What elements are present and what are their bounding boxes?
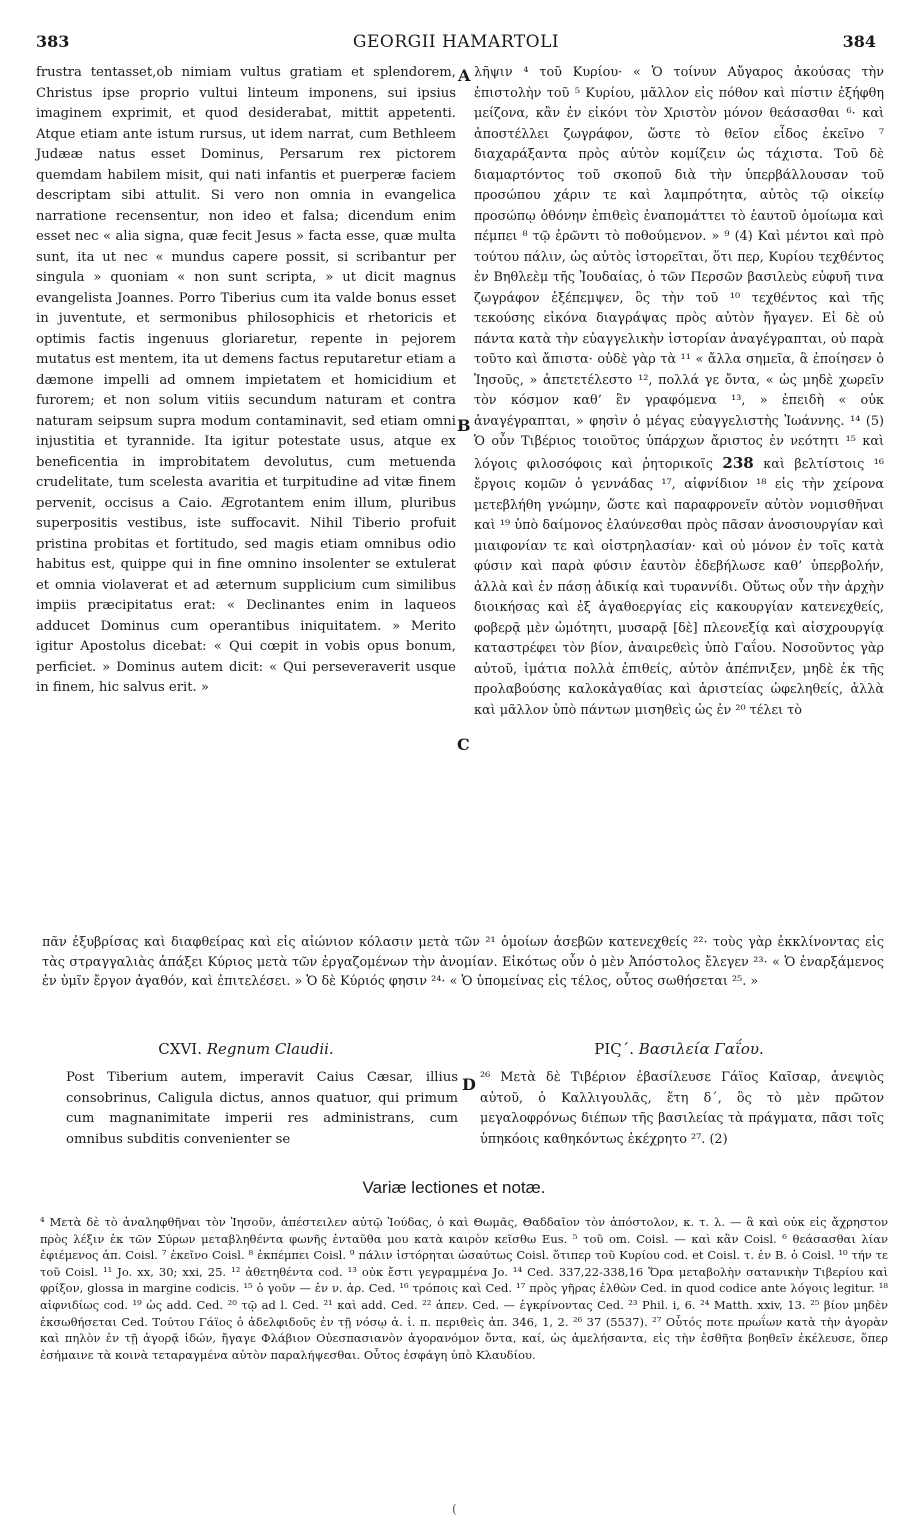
margin-letter-b: B [457,416,471,435]
greek-reference-number: 238 [722,453,754,472]
section-title-latin: Regnum Claudii. [206,1040,334,1058]
section-heading-latin [36,1040,456,1058]
section-number-latin: CXVI. [158,1040,202,1058]
margin-letter-d: D [462,1075,476,1094]
notes-text: ⁴ Μετὰ δὲ τὸ ἀναληφθῆναι τὸν Ἰησοῦν, ἀπέστειλεν αὐτῷ Ἰούδας, ὁ καὶ Θωμᾶς, Θαδδαῖον τὸν ἀπόστολον, κ. τ. λ. — ἃ καὶ οὐκ εἰς ἄχρηστον πρὸς λέξιν ἐκ τῶν Σύρων μεταβληθέντα φωνῆς ἐνταῦθα μου κατὰ καιρὸν κεῖσθω Eus. ⁵ τοῦ om. Coisl. — καὶ κἂν Coisl. ⁶ θεάσασθαι λίαν ἐφιέμενος ἀπ. Coisl. ⁷ ἐκεῖνο Coisl. ⁸ ἐκπέμπει Coisl. ⁹ πάλιν ἱστόρηται ὡσαύτως Coisl. ὅτιπερ τοῦ Κυρίου cod. et Coisl. τ. ἐν Β. ὁ Coisl. ¹⁰ τήν τε τοῦ Coisl. ¹¹ Jo. xx, 30; xxi, 25. ¹² ἀθετηθέντα cod. ¹³ οὐκ ἔστι γεγραμμένα Jo. ¹⁴ Ced. 337,22-338,16 Ὅρα μεταβολὴν σατανικὴν Τιβερίου καὶ φρίξον, glossa in margine codicis. ¹⁵ ὁ γοῦν — ἐν ν. ἀρ. Ced. ¹⁶ τρόποις καὶ Ced. ¹⁷ πρὸς γῆρας ἐλθὼν Ced. in quod codice ante λόγοις legitur. ¹⁸ αἰφνιδίως cod. ¹⁹ ὡς add. Ced. ²⁰ τῷ ad l. Ced. ²¹ καὶ add. Ced. ²² ἀπεν. Ced. — ἐγκρίνοντας Ced. ²³ Phil. i, 6. ²⁴ Matth. xxiv, 13. ²⁵ βίον μηδὲν ἐκσωθήσεται Ced. Τούτου Γάϊος ὁ ἀδελφιδοῦς ἐν τῇ νόσῳ ἀ. ἰ. π. περιθεὶς ἀπ. 346, 1, 2. ²⁶ 37 (5537). ²⁷ Οὗτός ποτε πρωΐων κατὰ τὴν ἀγορὰν καὶ πηλὸν ἐν τῇ ἀγορᾷ ἰδών, ἤγαγε Φλάβιον Οὐεσπασιανὸν ἀγορανόμον ὄντα, καί, ὡς ἀμελήσαντα, εἰς τὴν ἐσθῆτα βοηθεῖν ἐκέλευσε, ὅπερ ἐσήμαινε τὰ κοινὰ τεταραγμένα αὐτὸν παραλήψεσθαι. Οὗτος ἐσφάγη ὑπὸ Κλαυδίου. [40,1215,888,1362]
page-header [36,32,876,56]
page-number-right: 384 [842,32,876,51]
latin-paragraph: frustra tentasset,ob nimiam vultus gratiam et splendorem, Christus ipse proprio vultui linteum imponens, sui ipsius imaginem exprimit, et quod desiderabat, mittit appetenti. Atque etiam ante istum rursus, ut idem narrat, cum Bethleem Judææ natus esset Dominus, Persarum rex pictorem quemdam habilem misit, qui nati infantis et puerperæ faciem descriptam sibi attulit. Si vero non omnia in evangelica narratione recensentur, non ideo et falsa; dicendum enim esset nec « alia signa, quæ fecit Jesus » facta esse, quæ multa sunt, ita ut nec « mundus capere possit, si scribantur per singula » quoniam « non sunt scripta, » ut dicit magnus evangelista Joannes. Porro Tiberius cum ita valde bonus esset in juventute, et sermonibus philosophicis et rhetoricis et optimis factis ingenuus gloriaretur, repente in pejorem mutatus est mentem, ita ut demens factus reputaretur etiam a dæmone impelli ad omnem impietatem et homicidium et furorem; et non solum vitiis secundum naturam et contra naturam seipsum supra modum contaminavit, sed etiam omni injustitia et tyrannide. Ita igitur potestate usus, atque ex beneficentia in improbitatem devolutus, cum metuenda crudelitate, tum scelesta avaritia et turpitudine ad vitæ finem pervenit, occisus a Caio. Ægrotantem enim illum, pluribus superpositis vestibus, iste suffocavit. Nihil Tiberio profuit pristina probitas et fortitudo, sed magis etiam omnibus odio habitus est, quippe qui in fine omnino insolenter se extulerat et omnia violaverat et ad æternum supplicium cum similibus impiis præcipitatus erat: « Declinantes enim in laqueos adducet Dominus cum operantibus iniquitatem. » Merito igitur Apostolus dicebat: « Qui cœpit in vobis opus bonum, perficiet. » Dominus autem dicit: « Qui perseveraverit usque in finem, hic salvus erit. » [36,65,456,695]
greek-text-part-1: λῆψιν ⁴ τοῦ Κυρίου· « Ὁ τοίνυν Αὔγαρος ἀκούσας τὴν ἐπιστολὴν τοῦ ⁵ Κυρίου, μᾶλλον εἰς πόθον καὶ πίστιν ἐξήφθη μείζονα, κἂν ἐν εἰκόνι τὸν Χριστὸν μόνον θεάσασθαι ⁶· καὶ ἀποστέλλει ζωγράφον, ὥστε τὸ θεῖον εἶδος ἐκεῖνο ⁷ διαχαράξαντα πρὸς αὐτὸν κομίζειν ὡς τάχιστα. Τοῦ δὲ διαμαρτόντος τοῦ σκοποῦ διὰ τὴν ὑπερβάλλουσαν τοῦ προσώπου χάριν τε καὶ λαμπρότητα, αὐτὸς τῷ οἰκείῳ προσώπῳ ὀθόνην ἐπιθεὶς ἐναπομάττει τὸ ἑαυτοῦ ὁμοίωμα καὶ πέμπει ⁸ τῷ ἐρῶντι τὸ ποθούμενον. » ⁹ (4) Καὶ μέντοι καὶ πρὸ τούτου πάλιν, ὡς αὐτὸς ἱστορεῖται, ὅτι περ, Κυρίου τεχθέντος ἐν Βηθλεὲμ τῆς Ἰουδαίας, ὁ τῶν Περσῶν βασιλεὺς εὐφυῆ τινα ζωγράφον ἐξέπεμψεν, ὃς τὴν τοῦ ¹⁰ τεχθέντος καὶ τῆς τεκούσης εἰκόνα διαγράψας πρὸς αὐτὸν ἤγαγεν. Εἰ δὲ οὐ πάντα κατὰ [474,65,884,347]
section-heading-greek [474,1040,884,1058]
running-title: GEORGII HAMARTOLI [352,32,560,52]
greek-text-part-3: καὶ βελτίστοις ¹⁶ ἔργοις κομῶν ὁ γεννάδας ¹⁷, αἰφνίδιον ¹⁸ εἰς τὴν χείρονα μετεβλήθη γνώμην, ὥστε καὶ παραφρονεῖν αὐτὸν νομισθῆναι καὶ ¹⁹ ὑπὸ δαίμονος ἐλαύνεσθαι πρὸς πᾶσαν ἀνοσιουργίαν καὶ μιαιφονίαν τε καὶ οἰστρηλασίαν· καὶ οὐ μόνον ἐν τοῖς κατὰ φύσιν καὶ παρὰ φύσιν ἑαυτὸν ἐδεβήλωσε καθ’ ὑπερβολήν, ἀλλὰ καὶ ἐν πάσῃ ἀδικίᾳ καὶ τυραννίδι. Οὕτως οὖν τὴν ἀρχὴν διοικήσας καὶ ἐξ ἀγαθοεργίας εἰς κακουργίαν κατενεχθείς, φοβερᾷ μὲν ὠμότητι, μυσαρᾷ [δὲ] πλεονεξίᾳ καὶ αἰσχρουργίᾳ καταστρέφει τὸν βίον, ἀναιρεθεὶς ὑπὸ Γαΐου. Νοσοῦντος γὰρ αὐτοῦ, ἱμάτια πολλὰ ἐπιθείς, αὐτὸν ἀπέπνιξεν, μηδὲ ἐκ τῆς προλαβούσης καλοκἀγαθίας καὶ ἀριστείας ὠφεληθείς, ἀλλὰ καὶ μᾶλλον ὑπὸ πάντων μισηθεὶς ὡς ἐν ²⁰ τέλει τὸ [474,456,885,718]
greek-text-part-2: τὴν εὐαγγελικὴν ἱστορίαν ἀναγέγραπται, οὐ παρὰ τοῦτο καὶ ἄπιστα· οὐδὲ γὰρ τὰ ¹¹ « ἄλλα σημεῖα, ἃ ἐποίησεν ὁ Ἰησοῦς, » ἀπετετέλεστο ¹², πολλά γε ὄντα, « ὡς μηδὲ χωρεῖν τὸν κόσμον καθ’ ἓν γραφόμενα ¹³, » ἐπειδὴ « οὐκ ἀναγέγραπται, » φησὶν ὁ μέγας εὐαγγελιστὴς Ἰωάννης. ¹⁴ (5) Ὁ οὖν Τιβέριος τοιοῦτος ὑπάρχων ἄριστος ἐν νεότητι ¹⁵ καὶ λόγοις φιλοσόφοις καὶ ῥητορικοῖς [474,331,885,472]
page-number-left: 383 [36,32,70,51]
latin-column [36,63,456,699]
notes-block [40,1214,888,1363]
greek-section-text: ²⁶ Μετὰ δὲ Τιβέριον ἐβασίλευσε Γάϊος Καῖσαρ, ἀνεψιὸς αὐτοῦ, ὁ Καλλιγουλᾶς, ἔτη δ΄, ὃς τὸ μὲν πρῶτον μεγαλοφρόνως διέπων τῆς βασιλείας τὰ πράγματα, πᾶσι τοῖς ὑπηκόοις καθηκόντως ἐκέχρητο ²⁷. (2) [480,1070,884,1147]
section-title-greek: Βασιλεία Γαΐου. [638,1040,764,1058]
margin-letter-a: A [458,66,471,85]
latin-section-text: Post Tiberium autem, imperavit Caius Cæsar, illius consobrinus, Caligula dictus, annos quatuor, qui primum cum magnanimitate imperii res administrans, cum omnibus subditis convenienter se [66,1070,458,1147]
greek-paragraph [474,63,884,721]
greek-full-width-text: πᾶν ἐξυβρίσας καὶ διαφθείρας καὶ εἰς αἰώνιον κόλασιν μετὰ τῶν ²¹ ὁμοίων ἀσεβῶν κατενεχθείς ²²· τοὺς γὰρ ἐκκλίνοντας εἰς τὰς στραγγαλιὰς ἀπάξει Κύριος μετὰ τῶν ἐργαζομένων τὴν ἀνομίαν. Εἰκότως οὖν ὁ μὲν Ἀπόστολος ἔλεγεν ²³· « Ὁ ἐναρξάμενος ἐν ὑμῖν ἔργον ἀγαθόν, καὶ ἐπιτελέσει. » Ὁ δὲ Κύριός φησιν ²⁴· « Ὁ ὑπομείνας εἰς τέλος, οὗτος σωθήσεται ²⁵. » [42,935,884,989]
section-number-greek: ΡΙϚ΄. [594,1040,635,1058]
greek-column [474,63,884,721]
notes-title: Variæ lectiones et notæ. [362,1178,546,1197]
bottom-mark: ( [452,1502,457,1516]
margin-letter-c: C [457,735,470,754]
